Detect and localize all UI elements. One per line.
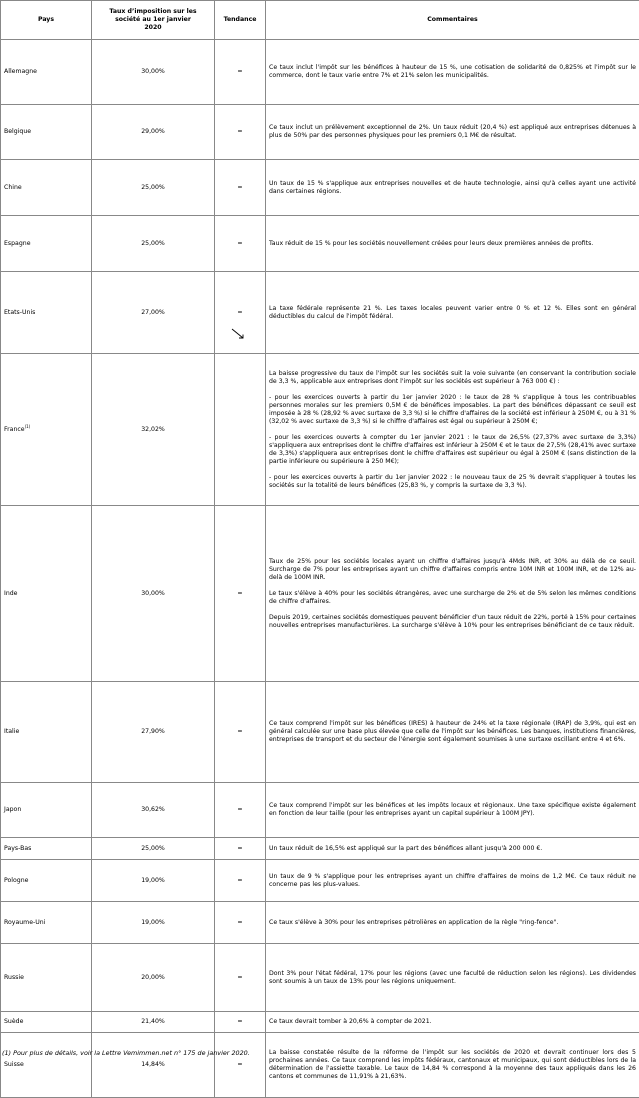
table-row (1, 105, 639, 160)
header-comment: Commentaires (266, 1, 639, 40)
comment-cell (266, 902, 639, 944)
comment-paragraph: Ce taux inclut l'impôt sur les bénéfices à hauteur de 15 %, une cotisation de solidarité de 0,825% et l'impôt sur le commerce, dont le taux varie entre 7% et 21% selon les municipalités. (269, 64, 636, 80)
comment-cell (266, 160, 639, 216)
comment-paragraph: La baisse constatée résulte de la réforme de l'impôt sur les sociétés de 2020 et devrait continuer lors des 5 prochaines années. Ce taux comprend les impôts fédéraux, cantonaux et municipaux, qui sont déductibles lors de la détermination de l'assiette taxable. Le taux de 14,84 % correspond à la moyenne des taux appliqués dans les 26 cantons et communes de 11,91% à 21,63%. (269, 1049, 636, 1081)
trend-cell: = (215, 902, 266, 944)
comment-cell (266, 216, 639, 272)
trend-cell: = (215, 944, 266, 1012)
country-name: Suisse (4, 1061, 24, 1068)
rate-cell: 25,00% (92, 838, 215, 860)
table-row (1, 944, 639, 1012)
rate-cell: 29,00% (92, 105, 215, 160)
country-name: Pologne (4, 877, 28, 884)
comment-paragraph: Depuis 2019, certaines sociétés domestiques peuvent bénéficier d'un taux réduit de 22%, porté à 15% pour certaines nouvelles entreprises manufacturières. La surcharge s'élève à 10% pour les entreprises bénéficiant de ce taux réduit. (269, 614, 636, 630)
country-name: Chine (4, 184, 22, 191)
country-name: Belgique (4, 128, 31, 135)
comment-paragraph: - pour les exercices ouverts à compter du 1er janvier 2021 : le taux de 26,5% (27,37% avec surtaxe de 3,3%) s'appliquera aux entreprises dont le chiffre d'affaires est inférieur à 250M € et le taux de 27,5% (28,41% avec surtaxe de 3,3%) s'appliquera aux entreprises dont le chiffre d'affaires est supérieur ou égal à 250M € (sans distinction de la partie inférieure ou supérieure à 250 M€); (269, 434, 636, 466)
table-row (1, 354, 639, 506)
trend-cell: = (215, 860, 266, 902)
footnote-marker: (1) (25, 423, 31, 428)
rate-cell: 30,00% (92, 506, 215, 682)
table-row (1, 160, 639, 216)
country-cell (1, 105, 92, 160)
comment-paragraph: Taux réduit de 15 % pour les sociétés nouvellement créées pour leurs deux premières années de profits. (269, 240, 636, 248)
country-name: Allemagne (4, 68, 37, 75)
comment-paragraph: Ce taux s'élève à 30% pour les entreprises pétrolières en application de la règle "ring-fence". (269, 919, 636, 927)
table-row (1, 902, 639, 944)
comment-cell (266, 354, 639, 506)
comment-paragraph: Un taux réduit de 16,5% est appliqué sur la part des bénéfices allant jusqu'à 200 000 €. (269, 845, 636, 853)
rate-cell: 32,02% (92, 354, 215, 506)
table-row (1, 838, 639, 860)
footnote: (1) Pour plus de détails, voir la Lettre Vemimmen.net n° 175 de janvier 2020. (2, 1049, 250, 1057)
trend-cell: = (215, 838, 266, 860)
country-cell (1, 944, 92, 1012)
comment-cell (266, 944, 639, 1012)
table-row (1, 216, 639, 272)
comment-cell (266, 1012, 639, 1033)
comment-paragraph: Un taux de 9 % s'applique pour les entreprises ayant un chiffre d'affaires de moins de 1,2 M€. Ce taux réduit ne concerne pas les plus-values. (269, 873, 636, 889)
country-cell (1, 216, 92, 272)
rate-cell: 21,40% (92, 1012, 215, 1033)
country-name: Etats-Unis (4, 309, 35, 316)
table-row (1, 1033, 639, 1098)
trend-cell: = (215, 1012, 266, 1033)
country-cell (1, 354, 92, 506)
comment-cell (266, 506, 639, 682)
country-name: Suède (4, 1018, 23, 1025)
rate-cell: 30,62% (92, 783, 215, 838)
country-cell (1, 838, 92, 860)
table-row (1, 40, 639, 105)
country-cell (1, 1033, 92, 1098)
table-row (1, 682, 639, 783)
rate-cell: 27,00% (92, 272, 215, 354)
table-row (1, 1012, 639, 1033)
trend-cell: = (215, 40, 266, 105)
comment-paragraph: Dont 3% pour l'état fédéral, 17% pour les régions (avec une faculté de réduction selon les régions). Les dividendes sont soumis à un taux de 13% pour les régions uniquement. (269, 970, 636, 986)
trend-cell (215, 354, 266, 506)
country-cell (1, 160, 92, 216)
country-cell (1, 40, 92, 105)
rate-cell: 25,00% (92, 160, 215, 216)
country-cell (1, 272, 92, 354)
trend-cell: = (215, 1033, 266, 1098)
country-name: Russie (4, 974, 24, 981)
comment-cell (266, 682, 639, 783)
comment-paragraph: Le taux s'élève à 40% pour les sociétés étrangères, avec une surcharge de 2% et de 5% selon les mêmes conditions de chiffre d'affaires. (269, 590, 636, 606)
table-row (1, 783, 639, 838)
table-row (1, 860, 639, 902)
trend-cell: = (215, 506, 266, 682)
rate-cell: 25,00% (92, 216, 215, 272)
comment-paragraph: La taxe fédérale représente 21 %. Les taxes locales peuvent varier entre 0 % et 12 %. Elles sont en général déductibles du calcul de l'impôt fédéral. (269, 305, 636, 321)
rate-cell: 19,00% (92, 860, 215, 902)
trend-cell: = (215, 272, 266, 354)
comment-paragraph: Ce taux inclut un prélèvement exceptionnel de 2%. Un taux réduit (20,4 %) est appliqué aux entreprises détenues à plus de 50% par des personnes physiques pour les premiers 0,1 M€ de résultat. (269, 124, 636, 140)
trend-cell: = (215, 160, 266, 216)
country-name: Espagne (4, 240, 31, 247)
comment-paragraph: Ce taux comprend l'impôt sur les bénéfices et les impôts locaux et régionaux. Une taxe spécifique existe également en fonction de leur taille (pour les entreprises ayant un capital supérieur à 100M JPY). (269, 802, 636, 818)
comment-paragraph: Taux de 25% pour les sociétés locales ayant un chiffre d'affaires jusqu'à 4Mds INR, et 30% au délà de ce seuil. Surcharge de 7% pour les entreprises ayant un chiffre d'affaires compris entre 10M INR et 100M INR, et de 12% au-delà de 100M INR. (269, 558, 636, 582)
header-country: Pays (1, 1, 92, 40)
trend-cell: = (215, 783, 266, 838)
country-cell (1, 682, 92, 783)
country-name: Royaume-Uni (4, 919, 45, 926)
comment-paragraph: Ce taux comprend l'impôt sur les bénéfices (IRES) à hauteur de 24% et la taxe régionale (IRAP) de 3,9%, qui est en général calculée sur une base plus élevée que celle de l'impôt sur les bénéfices. Les banques, institutions financières, entreprises de transport et du secteur de l'énergie sont également soumises à une surtaxe oscillant entre 4 et 6%. (269, 720, 636, 744)
header-rate: Taux d’imposition sur les société au 1er janvier 2020 (92, 1, 215, 40)
arrow-down-right-icon (231, 328, 245, 340)
comment-paragraph: La baisse progressive du taux de l'impôt sur les sociétés suit la voie suivante (en conservant la contribution sociale de 3,3 %, applicable aux entreprises dont l'impôt sur les sociétés est supérieur à 763 000 €) : (269, 370, 636, 386)
rate-cell: 30,00% (92, 40, 215, 105)
table-row (1, 272, 639, 354)
comment-paragraph: - pour les exercices ouverts à partir du 1er janvier 2022 : le nouveau taux de 25 % devrait s'appliquer à toutes les sociétés sur la totalité de leurs bénéfices (25,83 %, y compris la surtaxe de 3,3 %). (269, 474, 636, 490)
trend-cell: = (215, 682, 266, 783)
country-cell (1, 902, 92, 944)
country-name: Pays-Bas (4, 845, 31, 852)
rate-cell: 19,00% (92, 902, 215, 944)
comment-cell (266, 40, 639, 105)
country-name: Inde (4, 590, 17, 597)
trend-cell: = (215, 105, 266, 160)
comment-cell (266, 105, 639, 160)
country-cell (1, 783, 92, 838)
comment-paragraph: Un taux de 15 % s'applique aux entreprises nouvelles et de haute technologie, ainsi qu'à celles ayant une activité dans certaines régions. (269, 180, 636, 196)
country-cell (1, 860, 92, 902)
comment-cell (266, 1033, 639, 1098)
header-trend: Tendance (215, 1, 266, 40)
country-name: Japon (4, 806, 21, 813)
comment-cell (266, 838, 639, 860)
comment-cell (266, 860, 639, 902)
comment-cell (266, 783, 639, 838)
header-row (1, 1, 639, 40)
rate-cell: 14,84% (92, 1033, 215, 1098)
comment-paragraph: - pour les exercices ouverts à partir du 1er janvier 2020 : le taux de 28 % s'applique à tous les contribuables personnes morales sur les premiers 0,5M € de bénéfices imposables. La part des bénéfices dépassant ce seuil est imposée à 28 % (28,92 % avec surtaxe de 3,3 %) si le chiffre d'affaires de la société est inférieur à 250M €, ou à 31 % (32,02 % avec surtaxe de 3,3 %) si le chiffre d'affaires est égal ou supérieur à 250M €; (269, 394, 636, 426)
country-name: France (4, 426, 25, 433)
country-cell (1, 506, 92, 682)
table-row (1, 506, 639, 682)
rate-cell: 20,00% (92, 944, 215, 1012)
country-name: Italie (4, 728, 19, 735)
trend-cell: = (215, 216, 266, 272)
country-cell (1, 1012, 92, 1033)
comment-cell (266, 272, 639, 354)
rate-cell: 27,90% (92, 682, 215, 783)
comment-paragraph: Ce taux devrait tomber à 20,6% à compter de 2021. (269, 1018, 636, 1026)
